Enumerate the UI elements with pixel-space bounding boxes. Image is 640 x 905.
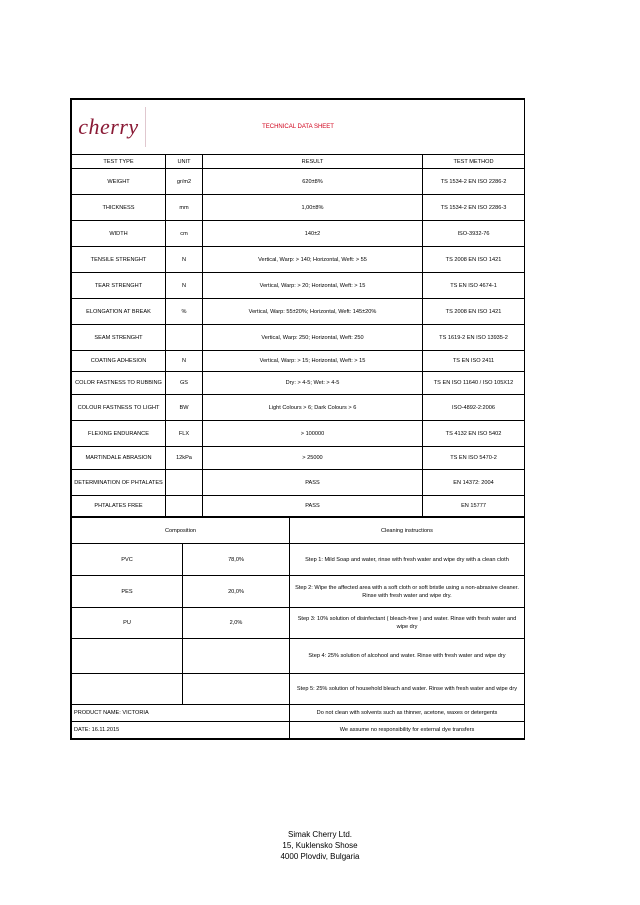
responsibility-note: We assume no responsibility for external dye transfers: [290, 722, 525, 739]
company-name: Simak Cherry Ltd.: [287, 830, 353, 839]
test-unit: 12kPa: [166, 447, 203, 470]
table-row: [72, 470, 525, 496]
test-unit: [166, 325, 203, 351]
test-name: SEAM STRENGHT: [72, 325, 166, 351]
test-result: Dry: > 4-5; Wet: > 4-5: [203, 372, 423, 395]
test-method: TS EN ISO 5470-2: [423, 447, 525, 470]
company-address: [0, 829, 640, 862]
test-result: Vertical, Warp: 250; Horizontal, Weft: 250: [203, 325, 423, 351]
test-table: [71, 99, 525, 517]
material-name: [72, 639, 183, 674]
test-unit: cm: [166, 221, 203, 247]
test-name: THICKNESS: [72, 195, 166, 221]
test-name: MARTINDALE ABRASION: [72, 447, 166, 470]
test-unit: [166, 496, 203, 517]
table-row: [72, 195, 525, 221]
table-row: [72, 247, 525, 273]
col-method: TEST METHOD: [423, 155, 525, 169]
product-name: PRODUCT NAME: VICTORIA: [72, 705, 290, 722]
test-result: > 25000: [203, 447, 423, 470]
material-percent: 2,0%: [183, 608, 290, 639]
table-row: [72, 421, 525, 447]
test-method: TS 1619-2 EN ISO 13935-2: [423, 325, 525, 351]
product-row: [72, 705, 525, 722]
test-method: TS 2008 EN ISO 1421: [423, 247, 525, 273]
test-result: PASS: [203, 496, 423, 517]
test-unit: mm: [166, 195, 203, 221]
technical-data-sheet: [70, 98, 525, 740]
test-result: Vertical, Warp: > 140; Horizontal, Weft: > 55: [203, 247, 423, 273]
composition-heading: Composition: [72, 518, 290, 544]
test-result: 140±2: [203, 221, 423, 247]
document-date: DATE: 16.11.2015: [72, 722, 290, 739]
table-row: [72, 447, 525, 470]
col-unit: UNIT: [166, 155, 203, 169]
test-name: WIDTH: [72, 221, 166, 247]
test-name: COLOUR FASTNESS TO LIGHT: [72, 395, 166, 421]
material-name: PU: [72, 608, 183, 639]
test-unit: GS: [166, 372, 203, 395]
composition-row: [72, 544, 525, 576]
test-method: EN 14372: 2004: [423, 470, 525, 496]
test-name: PHTALATES FREE: [72, 496, 166, 517]
col-result: RESULT: [203, 155, 423, 169]
test-method: EN 15777: [423, 496, 525, 517]
material-percent: [183, 674, 290, 705]
test-unit: BW: [166, 395, 203, 421]
test-result: Vertical, Warp: > 20; Horizontal, Weft: > 15: [203, 273, 423, 299]
test-unit: FLX: [166, 421, 203, 447]
sheet-header: [72, 100, 525, 155]
test-result: Light Colours > 6; Dark Colours > 6: [203, 395, 423, 421]
table-row: [72, 351, 525, 372]
table-row: [72, 299, 525, 325]
test-method: ISO-4892-2:2006: [423, 395, 525, 421]
table-row: [72, 395, 525, 421]
material-percent: 20,0%: [183, 576, 290, 608]
material-name: PES: [72, 576, 183, 608]
test-method: ISO-3932-76: [423, 221, 525, 247]
cleaning-step: Step 2: Wipe the affected area with a soft cloth or soft bristle using a non-abrasive cleaner. Rinse with fresh water and wipe dry.: [290, 576, 525, 608]
table-row: [72, 169, 525, 195]
composition-header-row: [72, 518, 525, 544]
test-method: TS 4132 EN ISO 5402: [423, 421, 525, 447]
table-row: [72, 325, 525, 351]
table-row: [72, 496, 525, 517]
cleaning-step: Step 5: 25% solution of household bleach and water. Rinse with fresh water and wipe dry: [290, 674, 525, 705]
test-result: PASS: [203, 470, 423, 496]
test-result: Vertical, Warp: 55±20%; Horizontal, Weft: 145±20%: [203, 299, 423, 325]
table-row: [72, 273, 525, 299]
test-method: TS 2008 EN ISO 1421: [423, 299, 525, 325]
table-row: [72, 221, 525, 247]
test-unit: gr/m2: [166, 169, 203, 195]
test-method: TS 1534-2 EN ISO 2286-3: [423, 195, 525, 221]
company-city: 4000 Plovdiv, Bulgaria: [280, 852, 360, 861]
composition-table: [71, 517, 525, 739]
cleaning-heading: Cleaning instructions: [290, 518, 525, 544]
test-result: > 100000: [203, 421, 423, 447]
material-name: [72, 674, 183, 705]
test-name: TEAR STRENGHT: [72, 273, 166, 299]
test-name: COATING ADHESION: [72, 351, 166, 372]
table-row: [72, 372, 525, 395]
test-name: DETERMINATION OF PHTALATES: [72, 470, 166, 496]
test-name: COLOR FASTNESS TO RUBBING: [72, 372, 166, 395]
composition-row: [72, 576, 525, 608]
test-result: 620±8%: [203, 169, 423, 195]
composition-row: [72, 674, 525, 705]
test-unit: N: [166, 351, 203, 372]
test-unit: N: [166, 247, 203, 273]
test-method: TS EN ISO 4674-1: [423, 273, 525, 299]
test-method: TS EN ISO 2411: [423, 351, 525, 372]
composition-row: [72, 639, 525, 674]
test-name: FLEXING ENDURANCE: [72, 421, 166, 447]
test-unit: [166, 470, 203, 496]
test-unit: %: [166, 299, 203, 325]
test-result: 1,00±8%: [203, 195, 423, 221]
test-name: WEIGHT: [72, 169, 166, 195]
material-percent: 78,0%: [183, 544, 290, 576]
material-percent: [183, 639, 290, 674]
test-method: TS 1534-2 EN ISO 2286-2: [423, 169, 525, 195]
sheet-title: TECHNICAL DATA SHEET: [262, 124, 334, 130]
material-name: PVC: [72, 544, 183, 576]
column-header-row: [72, 155, 525, 169]
test-unit: N: [166, 273, 203, 299]
solvents-note: Do not clean with solvents such as thinner, acetone, waxes or detergents: [290, 705, 525, 722]
cleaning-step: Step 4: 25% solution of alcohool and water. Rinse with fresh water and wipe dry: [290, 639, 525, 674]
company-street: 15, Kuklensko Shose: [282, 841, 358, 850]
cherry-logo: cherry: [72, 107, 152, 147]
test-name: ELONGATION AT BREAK: [72, 299, 166, 325]
date-row: [72, 722, 525, 739]
cleaning-step: Step 1: Mild Soap and water, rinse with fresh water and wipe dry with a clean cloth: [290, 544, 525, 576]
test-result: Vertical, Warp: > 15; Horizontal, Weft: > 15: [203, 351, 423, 372]
cleaning-step: Step 3: 10% solution of disinfectant ( bleach-free ) and water. Rinse with fresh water and wipe dry: [290, 608, 525, 639]
test-name: TENSILE STRENGHT: [72, 247, 166, 273]
composition-row: [72, 608, 525, 639]
test-method: TS EN ISO 11640 / ISO 105X12: [423, 372, 525, 395]
col-test-type: TEST TYPE: [72, 155, 166, 169]
